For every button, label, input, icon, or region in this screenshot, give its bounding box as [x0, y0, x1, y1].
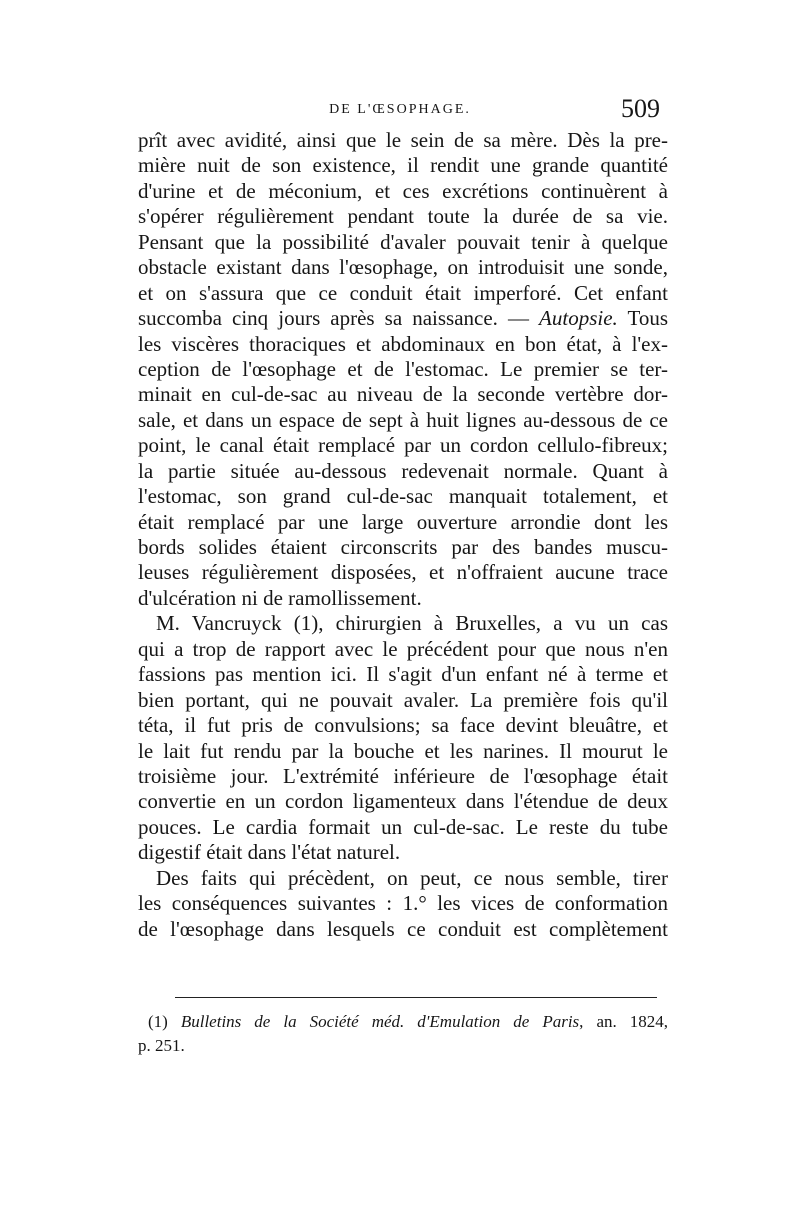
text-line: les conséquences suivantes : 1.° les vices de conformation	[138, 891, 668, 916]
text-line: téta, il fut pris de convulsions; sa face devint bleuâtre, et	[138, 713, 668, 738]
footnote-line: p. 251.	[138, 1036, 185, 1055]
text-segment: Tous	[617, 306, 669, 331]
text-line: sale, et dans un espace de sept à huit lignes au-dessous de ce	[138, 407, 668, 432]
footnote-marker: (1)	[148, 1012, 181, 1031]
text-line: était remplacé par une large ouverture arrondie dont les	[138, 509, 668, 534]
text-line: point, le canal était remplacé par un cordon cellulo-fibreux;	[138, 433, 668, 458]
text-line: la partie située au-dessous redevenait normale. Quant à	[138, 458, 668, 483]
footnote-citation-title: Bulletins de la Société méd. d'Emulation de Paris	[180, 1012, 580, 1031]
text-segment: succomba cinq jours après sa naissance. —	[138, 306, 540, 331]
text-line: troisième jour. L'extrémité inférieure de l'œsophage était	[138, 763, 668, 788]
text-line	[138, 306, 668, 331]
text-line: ception de l'œsophage et de l'estomac. Le premier se ter-	[138, 356, 668, 381]
footnote-rule	[175, 997, 657, 998]
text-line: d'urine et de méconium, et ces excrétions continuèrent à	[138, 178, 668, 203]
text-line: bords solides étaient circonscrits par des bandes muscu-	[138, 535, 668, 559]
autopsie-heading: Autopsie.	[539, 306, 618, 331]
body-text	[138, 128, 668, 942]
text-line: mière nuit de son existence, il rendit une grande quantité	[138, 153, 668, 178]
text-line: le lait fut rendu par la bouche et les narines. Il mourut le	[138, 738, 668, 763]
text-line: les viscères thoraciques et abdominaux en bon état, à l'ex-	[138, 331, 668, 356]
text-line: d'ulcération ni de ramollissement.	[138, 585, 422, 610]
text-line: qui a trop de rapport avec le précédent pour que nous n'en	[138, 636, 668, 661]
footnote-citation-rest: , an. 1824,	[579, 1012, 668, 1031]
footnote-line	[138, 1010, 668, 1034]
footnote	[138, 1010, 668, 1058]
text-line: et on s'assura que ce conduit était imperforé. Cet enfant	[138, 280, 668, 305]
text-line: Pensant que la possibilité d'avaler pouvait tenir à quelque	[138, 229, 668, 254]
text-line: de l'œsophage dans lesquels ce conduit est complètement	[138, 916, 668, 941]
text-line: fassions pas mention ici. Il s'agit d'un enfant né à terme et	[138, 662, 668, 687]
text-line: Des faits qui précèdent, on peut, ce nous semble, tirer	[156, 865, 668, 890]
page-header	[140, 96, 660, 124]
text-line: minait en cul-de-sac au niveau de la seconde vertèbre dor-	[138, 382, 668, 407]
text-line: digestif était dans l'état naturel.	[138, 840, 401, 865]
text-line: prît avec avidité, ainsi que le sein de sa mère. Dès la pre-	[138, 128, 668, 152]
running-head: DE L'ŒSOPHAGE.	[329, 102, 471, 117]
text-line: s'opérer régulièrement pendant toute la durée de sa vie.	[138, 204, 668, 229]
text-line: obstacle existant dans l'œsophage, on introduisit une sonde,	[138, 255, 668, 280]
text-line: l'estomac, son grand cul-de-sac manquait totalement, et	[138, 484, 668, 509]
text-line: pouces. Le cardia formait un cul-de-sac. Le reste du tube	[138, 814, 668, 839]
text-line: bien portant, qui ne pouvait avaler. La première fois qu'il	[138, 687, 668, 712]
text-line: convertie en un cordon ligamenteux dans l'étendue de deux	[138, 789, 668, 814]
text-line: M. Vancruyck (1), chirurgien à Bruxelles, a vu un cas	[156, 611, 668, 636]
text-line: leuses régulièrement disposées, et n'offraient aucune trace	[138, 560, 668, 585]
page-number: 509	[621, 94, 660, 123]
